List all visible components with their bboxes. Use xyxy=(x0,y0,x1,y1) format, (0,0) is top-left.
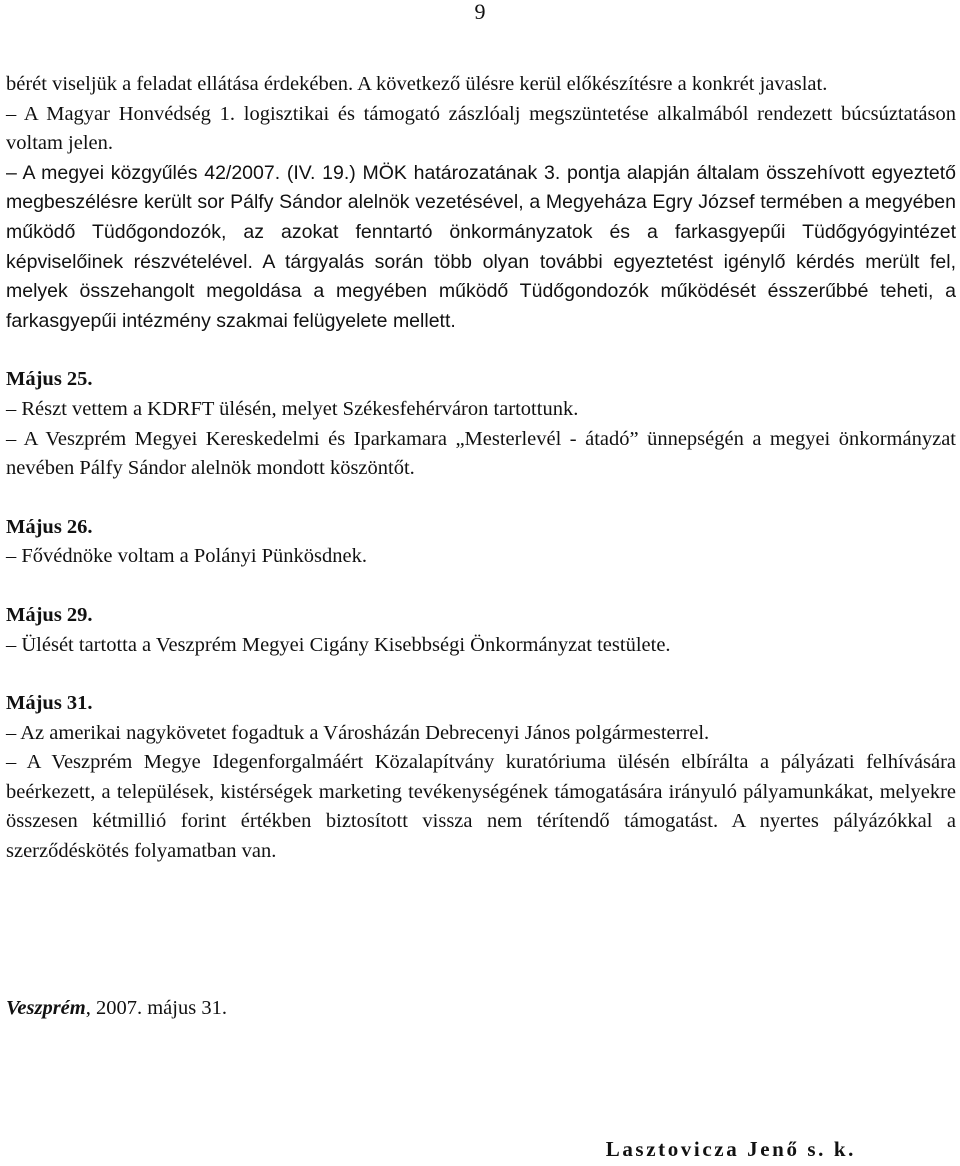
date-heading-may-25: Május 25. xyxy=(6,368,93,391)
date-heading-may-26: Május 26. xyxy=(6,515,93,538)
paragraph-kozgyules: – A megyei közgyűlés 42/2007. (IV. 19.) MÖK határozatának 3. pontja alapján általam összehívott egyeztető megbeszélésre került sor Pálfy Sándor alelnök vezetésével, a Megyeháza Egry József termében a megyében működő Tüdőgondozók, az azokat fenntartó önkormányzatok és a farkasgyepűi Tüdőgyógyintézet képviselőinek részvételével. A tárgyalás során több olyan további egyeztetést igénylő kérdés merült fel, melyek összehangolt megoldása a megyében működő Tüdőgondozók működését ésszerűbbé teheti, a farkasgyepűi intézmény szakmai felügyelete mellett. xyxy=(6,161,956,332)
closing-place: Veszprém xyxy=(6,997,86,1019)
closing-line xyxy=(6,997,227,1020)
entry-item: – A Veszprém Megye Idegenforgalmáért Közalapítvány kuratóriuma ülésén elbírálta a pályázati felhívására beérkezett, a települések, kistérségek marketing tevékenységének támogatására irányuló pályamunkákat, melyekre összesen kétmillió forint értékben biztosított vissza nem térítendő támogatást. A nyertes pályázókkal a szerződéskötés folyamatban van. xyxy=(6,751,956,863)
entry-item: – A Veszprém Megyei Kereskedelmi és Iparkamara „Mesterlevél - átadó” ünnepségén a megyei önkormányzat nevében Pálfy Sándor alelnök mondott köszöntőt. xyxy=(6,427,956,480)
entry-item: – Fővédnöke voltam a Polányi Pünkösdnek. xyxy=(6,545,368,568)
entry-item: – Ülését tartotta a Veszprém Megyei Cigány Kisebbségi Önkormányzat testülete. xyxy=(6,633,671,656)
document-body xyxy=(6,70,956,867)
signature: Lasztovicza Jenő s. k. xyxy=(605,1137,856,1161)
paragraph-continuation: bérét viseljük a feladat ellátása érdekében. A következő ülésre kerül előkészítésre a konkrét javaslat. xyxy=(6,73,828,95)
entry-item: – Az amerikai nagykövetet fogadtuk a Városházán Debrecenyi János polgármesterrel. xyxy=(6,721,710,744)
entry-item: – Részt vettem a KDRFT ülésén, melyet Székesfehérváron tartottunk. xyxy=(6,397,579,420)
paragraph-honvedseg: – A Magyar Honvédség 1. logisztikai és támogató zászlóalj megszüntetése alkalmából rendezett búcsúztatáson voltam jelen. xyxy=(6,102,956,155)
closing-date: , 2007. május 31. xyxy=(85,997,227,1019)
date-heading-may-29: Május 29. xyxy=(6,603,93,626)
page-number: 9 xyxy=(474,0,486,24)
date-heading-may-31: Május 31. xyxy=(6,692,93,715)
